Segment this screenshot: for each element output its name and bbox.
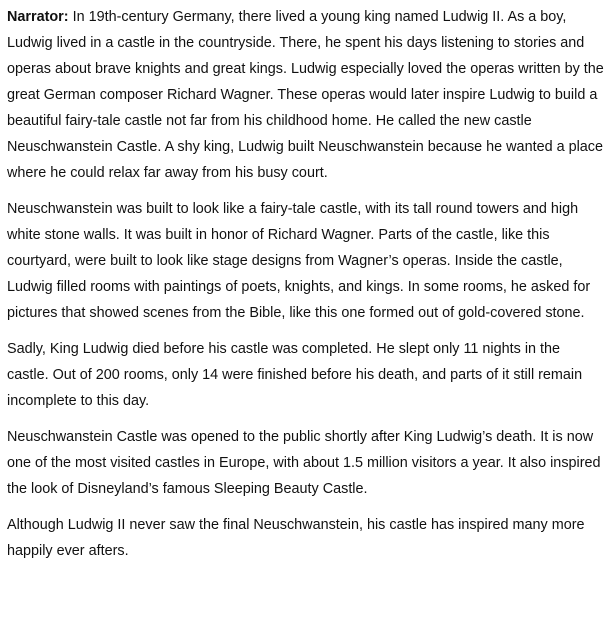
paragraph-3: Sadly, King Ludwig died before his castle was completed. He slept only 11 nights in the castle. Out of 200 rooms, only 14 were finished before his death, and parts of it still remain incomplete to this day. bbox=[7, 341, 583, 409]
paragraph-1 bbox=[7, 4, 605, 186]
paragraph-1-text: In 19th-century Germany, there lived a young king named Ludwig II. As a boy, Ludwig lived in a castle in the countryside. There, he spent his days listening to stories and operas about brave knights and great kings. Ludwig especially loved the operas written by the great German composer Richard Wagner. These operas would later inspire Ludwig to build a beautiful fairy-tale castle not far from his childhood home. He called the new castle Neuschwanstein Castle. A shy king, Ludwig built Neuschwanstein because he wanted a place where he could relax far away from his busy court. bbox=[7, 9, 604, 181]
paragraph-4: Neuschwanstein Castle was opened to the public shortly after King Ludwig’s death. It is now one of the most visited castles in Europe, with about 1.5 million visitors a year. It also inspired the look of Disneyland’s famous Sleeping Beauty Castle. bbox=[7, 429, 601, 497]
speaker-label: Narrator: bbox=[7, 9, 69, 25]
narration-document bbox=[7, 4, 605, 574]
paragraph-2: Neuschwanstein was built to look like a fairy-tale castle, with its tall round towers and high white stone walls. It was built in honor of Richard Wagner. Parts of the castle, like this courtyard, were built to look like stage designs from Wagner’s operas. Inside the castle, Ludwig filled rooms with paintings of poets, knights, and kings. In some rooms, he asked for pictures that showed scenes from the Bible, like this one formed out of gold-covered stone. bbox=[7, 201, 591, 321]
paragraph-5: Although Ludwig II never saw the final Neuschwanstein, his castle has inspired many more happily ever afters. bbox=[7, 517, 585, 559]
